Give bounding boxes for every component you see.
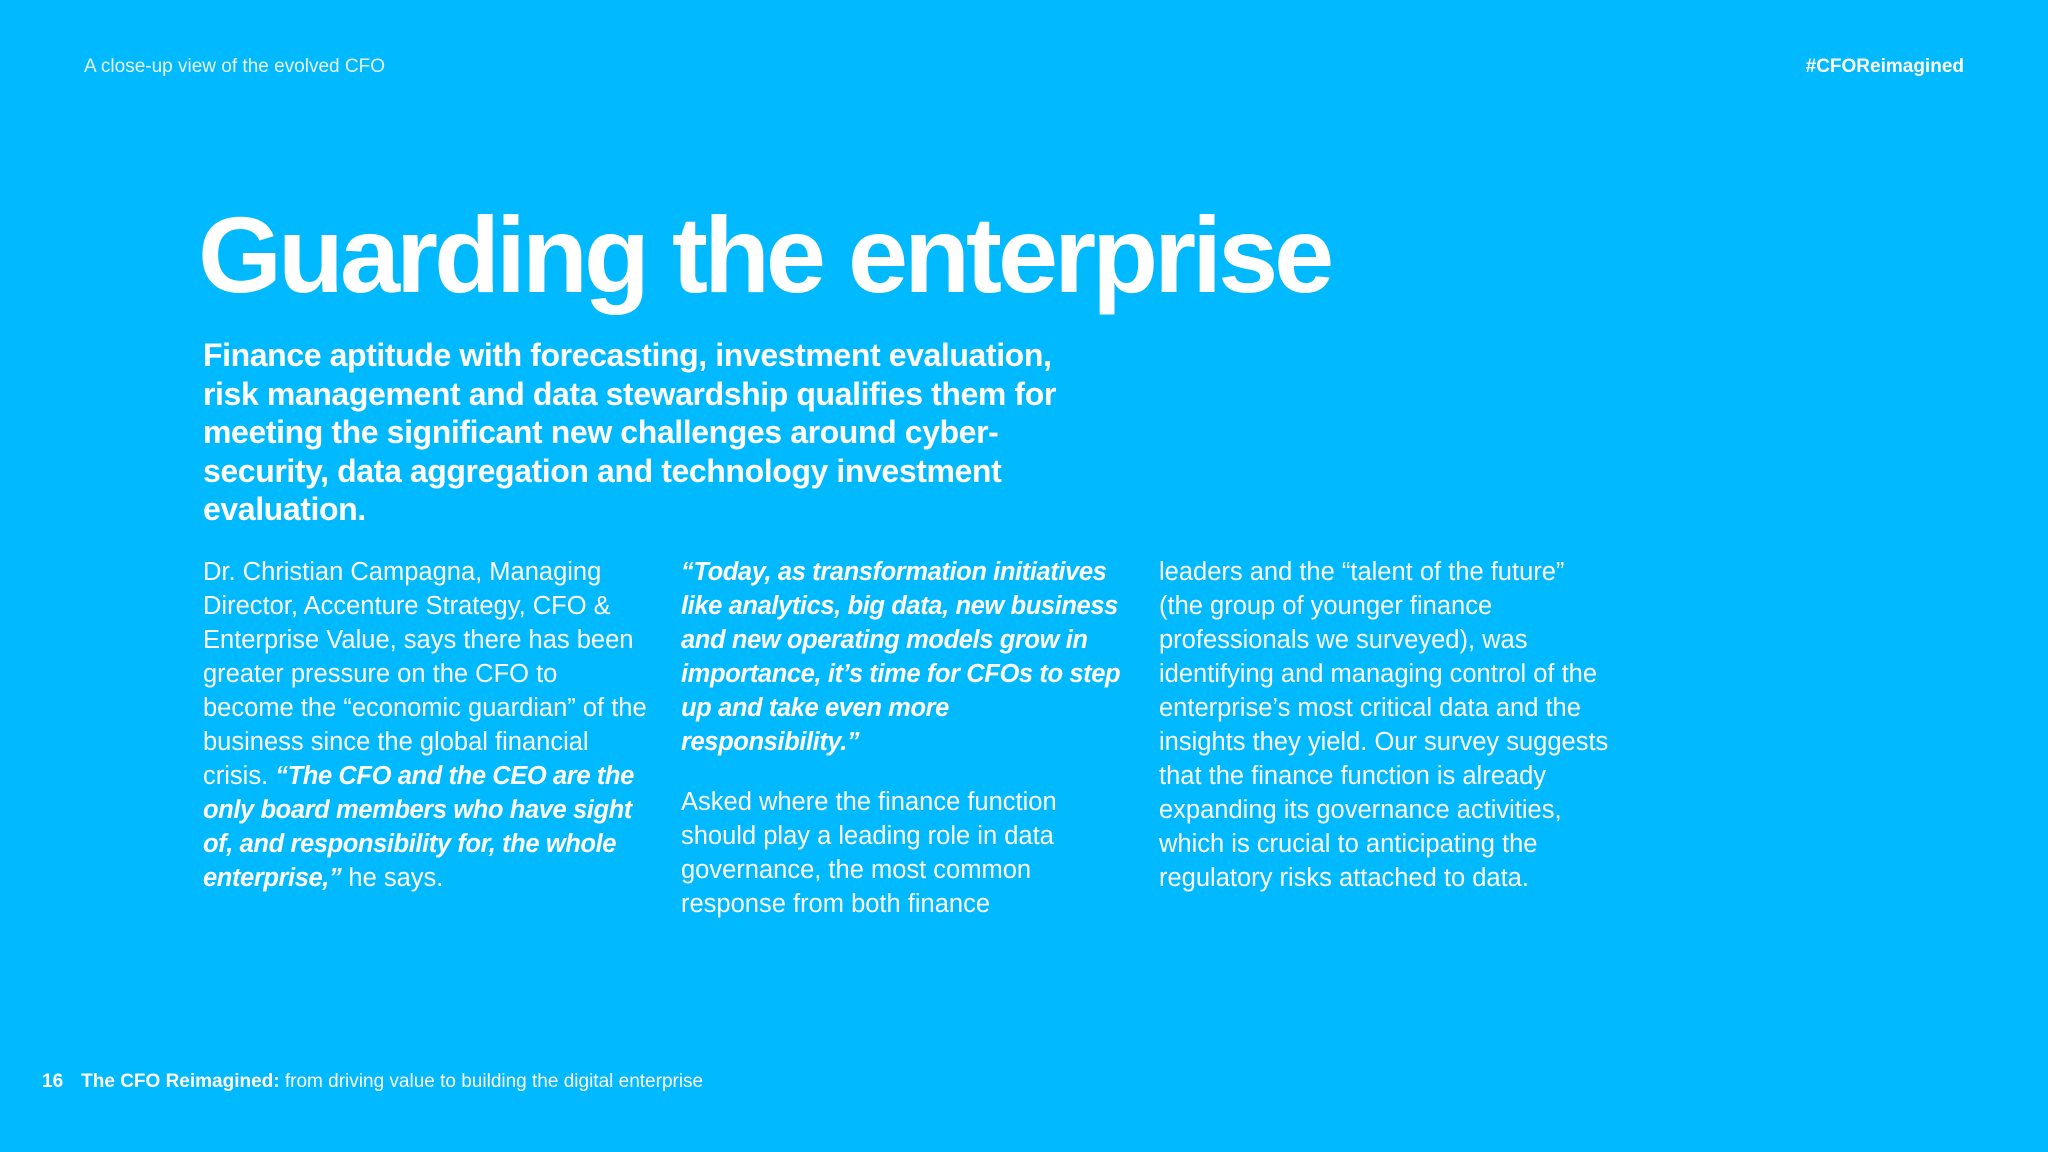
column-2-paragraph: Asked where the finance function should play a leading role in data governance, the most common response from both finance	[681, 788, 1057, 918]
text-column-3	[1159, 555, 1609, 895]
hashtag: #CFOReimagined	[1805, 56, 1964, 77]
column-1-paragraph	[203, 555, 653, 895]
text-column-2	[681, 555, 1131, 921]
page-title: Guarding the enterprise	[198, 194, 1331, 315]
ceo-cfo-quote: “The CFO and the CEO are the only board members who have sight of, and responsibility for, the whole enterprise,”	[203, 762, 634, 892]
footer-tagline: from driving value to building the digital enterprise	[279, 1071, 704, 1092]
column-1-text-start: Dr. Christian Campagna, Managing Director, Accenture Strategy, CFO & Enterprise Value, says there has been greater pressure on the CFO to become the “economic guardian” of the business since the global financial crisis.	[203, 558, 647, 790]
footer-brand: The CFO Reimagined:	[81, 1071, 280, 1092]
transformation-quote: “Today, as transformation initiatives like analytics, big data, new business and new operating models grow in importance, it’s time for CFOs to step up and take even more responsibility.”	[681, 558, 1121, 756]
section-label: A close-up view of the evolved CFO	[84, 56, 385, 77]
column-1-text-end: he says.	[341, 864, 444, 892]
page-subtitle: Finance aptitude with forecasting, investment evaluation, risk management and data stewardship qualifies them for meeting the significant new challenges around cyber-security, data aggregation and technology investment evaluation.	[203, 337, 1056, 527]
column-3-paragraph: leaders and the “talent of the future” (the group of younger finance professionals we surveyed), was identifying and managing control of the enterprise’s most critical data and the insights they yield. Our survey suggests that the finance function is already expanding its governance activities, which is crucial to anticipating the regulatory risks attached to data.	[1159, 558, 1609, 892]
text-column-1	[203, 555, 653, 895]
page-number: 16	[42, 1071, 64, 1092]
footer	[42, 1071, 703, 1093]
